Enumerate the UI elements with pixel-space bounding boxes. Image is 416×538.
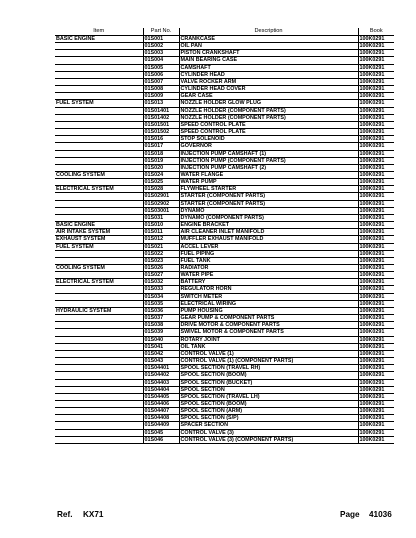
row-item-cell [55,129,143,136]
table-row [55,214,394,221]
ref-label: Ref. [57,510,73,519]
row-item-cell [55,350,143,357]
row-item-cell [55,78,143,85]
row-part-no-cell: 01S023 [143,257,179,264]
row-part-no-cell: 01S004 [143,57,179,64]
row-item-cell [55,322,143,329]
row-item-cell: HYDRAULIC SYSTEM [55,307,143,314]
row-description-cell: SPOOL SECTION (TRAVEL RH) [179,365,358,372]
table-row [55,379,394,386]
row-book-cell: 100K0291 [358,236,394,243]
row-book-cell: 100K0291 [358,265,394,272]
row-item-cell: BASIC ENGINE [55,222,143,229]
table-row [55,143,394,150]
table-row [55,372,394,379]
row-book-cell: 100K0291 [358,250,394,257]
row-book-cell: 100K0291 [358,229,394,236]
row-item-cell [55,293,143,300]
row-description-cell: AIR CLEANER INLET MANIFOLD [179,229,358,236]
row-description-cell: REGULATOR HORN [179,286,358,293]
table-row [55,78,394,85]
row-book-cell: 100K0291 [358,279,394,286]
row-description-cell: FLYWHEEL STARTER [179,186,358,193]
row-item-cell [55,214,143,221]
row-description-cell: STOP SOLENOID [179,136,358,143]
table-row [55,186,394,193]
table-row [55,200,394,207]
row-item-cell [55,50,143,57]
table-row [55,207,394,214]
row-part-no-cell: 01S002 [143,43,179,50]
row-book-cell: 100K0291 [358,71,394,78]
page-label: Page [340,510,360,519]
row-part-no-cell: 01S003 [143,50,179,57]
row-part-no-cell: 01S037 [143,315,179,322]
row-item-cell [55,372,143,379]
row-item-cell [55,64,143,71]
row-part-no-cell: 01S040 [143,336,179,343]
row-book-cell: 100K0291 [358,200,394,207]
row-item-cell [55,150,143,157]
row-description-cell: SPOOL SECTION (TRAVEL LH) [179,393,358,400]
table-row [55,315,394,322]
table-row [55,286,394,293]
row-part-no-cell: 01S04405 [143,393,179,400]
header-part-no: Part No. [143,28,179,36]
row-description-cell: SPOOL SECTION (BUCKET) [179,379,358,386]
row-part-no-cell: 01S011 [143,229,179,236]
row-item-cell [55,429,143,436]
row-item-cell [55,164,143,171]
table-row [55,422,394,429]
row-item-cell: AIR INTAKE SYSTEM [55,229,143,236]
page-footer [0,510,416,522]
row-description-cell: CYLINDER HEAD [179,71,358,78]
row-item-cell [55,157,143,164]
row-book-cell: 100K0291 [358,129,394,136]
row-description-cell: BATTERY [179,279,358,286]
ref-value: KX71 [83,510,104,519]
row-book-cell: 100K0291 [358,50,394,57]
row-book-cell: 100K0291 [358,171,394,178]
row-book-cell: 100K0291 [358,243,394,250]
row-item-cell: COOLING SYSTEM [55,265,143,272]
row-book-cell: 100K0291 [358,400,394,407]
table-row [55,350,394,357]
row-part-no-cell: 01S022 [143,250,179,257]
row-book-cell: 100K0291 [358,93,394,100]
row-book-cell: 100K0291 [358,214,394,221]
row-description-cell: INJECTION PUMP CAMSHAFT (1) [179,150,358,157]
row-part-no-cell: 01S027 [143,272,179,279]
row-book-cell: 100K0291 [358,343,394,350]
row-description-cell: GOVERNOR [179,143,358,150]
row-book-cell: 100K0291 [358,164,394,171]
row-book-cell: 100K0291 [358,315,394,322]
row-item-cell: COOLING SYSTEM [55,171,143,178]
row-part-no-cell: 01S018 [143,150,179,157]
table-row [55,408,394,415]
row-part-no-cell: 01S001 [143,36,179,43]
table-row [55,393,394,400]
row-item-cell [55,408,143,415]
row-description-cell: SWITCH METER [179,293,358,300]
table-row [55,250,394,257]
row-description-cell: CONTROL VALVE (1) [179,350,358,357]
row-description-cell: GEAR PUMP & COMPONENT PARTS [179,315,358,322]
row-item-cell [55,93,143,100]
row-description-cell: NOZZLE HOLDER GLOW PLUG [179,100,358,107]
row-book-cell: 100K0291 [358,300,394,307]
row-book-cell: 100K0291 [358,393,394,400]
row-item-cell [55,400,143,407]
table-row [55,386,394,393]
table-row [55,107,394,114]
row-book-cell: 100K0291 [358,322,394,329]
header-description: Description [179,28,358,36]
row-description-cell: SPEED CONTROL PLATE [179,129,358,136]
row-description-cell: DYNAMO [179,207,358,214]
row-item-cell [55,386,143,393]
parts-table [55,28,394,444]
row-item-cell [55,272,143,279]
row-part-no-cell: 01S042 [143,350,179,357]
row-part-no-cell: 01S04409 [143,422,179,429]
table-row [55,57,394,64]
row-part-no-cell: 01S01501 [143,121,179,128]
row-part-no-cell: 01S028 [143,186,179,193]
row-item-cell [55,121,143,128]
table-row [55,307,394,314]
row-item-cell: BASIC ENGINE [55,36,143,43]
row-description-cell: CYLINDER HEAD COVER [179,86,358,93]
row-description-cell: OIL TANK [179,343,358,350]
table-header-row [55,28,394,36]
row-item-cell [55,143,143,150]
table-row [55,229,394,236]
row-book-cell: 100K0291 [358,57,394,64]
table-row [55,322,394,329]
table-row [55,265,394,272]
row-item-cell [55,329,143,336]
row-description-cell: PISTON CRANKSHAFT [179,50,358,57]
row-item-cell: ELECTRICAL SYSTEM [55,186,143,193]
row-item-cell: EXHAUST SYSTEM [55,236,143,243]
row-book-cell: 100K0291 [358,350,394,357]
row-part-no-cell: 01S033 [143,286,179,293]
row-item-cell: ELECTRICAL SYSTEM [55,279,143,286]
table-row [55,193,394,200]
table-row [55,171,394,178]
row-description-cell: NOZZLE HOLDER (COMPONENT PARTS) [179,107,358,114]
row-book-cell: 100K0291 [358,379,394,386]
table-row [55,93,394,100]
row-part-no-cell: 01S019 [143,157,179,164]
table-row [55,86,394,93]
row-item-cell [55,358,143,365]
row-description-cell: PUMP HOUSING [179,307,358,314]
table-row [55,36,394,43]
table-row [55,358,394,365]
table-row [55,129,394,136]
row-part-no-cell: 01S031 [143,214,179,221]
row-part-no-cell: 01S04407 [143,408,179,415]
table-row [55,157,394,164]
row-book-cell: 100K0291 [358,293,394,300]
table-row [55,222,394,229]
row-item-cell [55,57,143,64]
row-part-no-cell: 01S045 [143,429,179,436]
row-item-cell [55,136,143,143]
row-book-cell: 100K0291 [358,286,394,293]
row-item-cell [55,300,143,307]
table-row [55,329,394,336]
row-book-cell: 100K0291 [358,107,394,114]
table-row [55,71,394,78]
row-part-no-cell: 01S038 [143,322,179,329]
table-row [55,415,394,422]
row-description-cell: CONTROL VALVE (1) (COMPONENT PARTS) [179,358,358,365]
row-description-cell: WATER PIPE [179,272,358,279]
row-part-no-cell: 01S005 [143,64,179,71]
table-row [55,300,394,307]
row-book-cell: 100K0291 [358,121,394,128]
header-item: Item [55,28,143,36]
row-book-cell: 100K0291 [358,193,394,200]
row-description-cell: RADIATOR [179,265,358,272]
row-book-cell: 100K0291 [358,422,394,429]
row-item-cell [55,71,143,78]
row-part-no-cell: 01S009 [143,93,179,100]
row-book-cell: 100K0291 [358,386,394,393]
row-item-cell [55,365,143,372]
row-part-no-cell: 01S006 [143,71,179,78]
row-part-no-cell: 01S024 [143,171,179,178]
row-item-cell [55,179,143,186]
row-book-cell: 100K0291 [358,143,394,150]
row-part-no-cell: 01S010 [143,222,179,229]
row-item-cell [55,86,143,93]
row-book-cell: 100K0291 [358,329,394,336]
row-book-cell: 100K0291 [358,222,394,229]
row-description-cell: INJECTION PUMP (COMPONENT PARTS) [179,157,358,164]
row-description-cell: SWIVEL MOTOR & COMPONENT PARTS [179,329,358,336]
table-row [55,100,394,107]
row-book-cell: 100K0291 [358,157,394,164]
row-item-cell [55,250,143,257]
row-book-cell: 100K0291 [358,136,394,143]
row-part-no-cell: 01S035 [143,300,179,307]
table-row [55,336,394,343]
row-book-cell: 100K0291 [358,408,394,415]
row-part-no-cell: 01S036 [143,307,179,314]
row-description-cell: CONTROL VALVE (3) (COMPONENT PARTS) [179,436,358,443]
table-row [55,365,394,372]
row-part-no-cell: 01S039 [143,329,179,336]
row-part-no-cell: 01S01502 [143,129,179,136]
row-item-cell: FUEL SYSTEM [55,100,143,107]
row-book-cell: 100K0291 [358,186,394,193]
row-book-cell: 100K0291 [358,272,394,279]
row-description-cell: CAMSHAFT [179,64,358,71]
row-part-no-cell: 01S043 [143,358,179,365]
row-description-cell: DRIVE MOTOR & COMPONENT PARTS [179,322,358,329]
row-part-no-cell: 01S026 [143,265,179,272]
row-part-no-cell: 01S013 [143,100,179,107]
row-item-cell: FUEL SYSTEM [55,243,143,250]
row-item-cell [55,200,143,207]
row-description-cell: FUEL TANK [179,257,358,264]
row-item-cell [55,193,143,200]
row-part-no-cell: 01S034 [143,293,179,300]
table-row [55,272,394,279]
row-description-cell: DYNAMO (COMPONENT PARTS) [179,214,358,221]
row-part-no-cell: 01S04402 [143,372,179,379]
row-part-no-cell: 01S04406 [143,400,179,407]
table-row [55,114,394,121]
row-book-cell: 100K0291 [358,372,394,379]
table-row [55,64,394,71]
row-part-no-cell: 01S04404 [143,386,179,393]
row-book-cell: 100K0291 [358,365,394,372]
row-description-cell: STARTER (COMPONENT PARTS) [179,193,358,200]
row-description-cell: GEAR CASE [179,93,358,100]
row-item-cell [55,415,143,422]
row-description-cell: NOZZLE HOLDER (COMPONENT PARTS) [179,114,358,121]
row-item-cell [55,315,143,322]
row-item-cell [55,343,143,350]
table-row [55,179,394,186]
row-description-cell: VALVE ROCKER ARM [179,78,358,85]
row-book-cell: 100K0291 [358,207,394,214]
row-part-no-cell: 01S03001 [143,207,179,214]
row-part-no-cell: 01S025 [143,179,179,186]
row-book-cell: 100K0291 [358,415,394,422]
row-description-cell: ELECTRICAL WIRING [179,300,358,307]
row-part-no-cell: 01S04401 [143,365,179,372]
row-item-cell [55,422,143,429]
table-row [55,436,394,443]
table-row [55,243,394,250]
row-description-cell: SPOOL SECTION (BOOM) [179,400,358,407]
row-book-cell: 100K0291 [358,179,394,186]
row-book-cell: 100K0291 [358,336,394,343]
row-part-no-cell: 01S01401 [143,107,179,114]
row-description-cell: ENGINE BRACKET [179,222,358,229]
row-part-no-cell: 01S04408 [143,415,179,422]
row-book-cell: 100K0291 [358,429,394,436]
row-part-no-cell: 01S02902 [143,200,179,207]
row-book-cell: 100K0291 [358,36,394,43]
row-description-cell: ROTARY JOINT [179,336,358,343]
page-number: 41036 [369,510,392,519]
row-item-cell [55,436,143,443]
row-book-cell: 100K0291 [358,78,394,85]
table-row [55,50,394,57]
table-row [55,136,394,143]
row-description-cell: SPOOL SECTION (BOOM) [179,372,358,379]
table-row [55,121,394,128]
table-row [55,293,394,300]
header-book: Book [358,28,394,36]
row-description-cell: WATER FLANGE [179,171,358,178]
table-row [55,150,394,157]
table-row [55,43,394,50]
row-description-cell: MAIN BEARING CASE [179,57,358,64]
row-book-cell: 100K0291 [358,86,394,93]
row-part-no-cell: 01S01402 [143,114,179,121]
row-part-no-cell: 01S021 [143,243,179,250]
row-part-no-cell: 01S008 [143,86,179,93]
row-item-cell [55,286,143,293]
row-item-cell [55,43,143,50]
row-description-cell: SPOOL SECTION (S/P) [179,415,358,422]
parts-index-sheet [55,28,394,444]
row-description-cell: STARTER (COMPONENT PARTS) [179,200,358,207]
row-part-no-cell: 01S02901 [143,193,179,200]
row-description-cell: SPOOL SECTION (ARM) [179,408,358,415]
table-row [55,429,394,436]
row-part-no-cell: 01S012 [143,236,179,243]
row-item-cell [55,336,143,343]
row-item-cell [55,379,143,386]
row-part-no-cell: 01S04403 [143,379,179,386]
row-part-no-cell: 01S032 [143,279,179,286]
row-part-no-cell: 01S007 [143,78,179,85]
row-book-cell: 100K0291 [358,64,394,71]
row-item-cell [55,114,143,121]
row-description-cell: FUEL PIPING [179,250,358,257]
row-book-cell: 100K0291 [358,114,394,121]
row-book-cell: 100K0291 [358,436,394,443]
row-description-cell: INJECTION PUMP CAMSHAFT (2) [179,164,358,171]
table-row [55,164,394,171]
table-row [55,343,394,350]
row-part-no-cell: 01S041 [143,343,179,350]
row-description-cell: MUFFLER EXHAUST MANIFOLD [179,236,358,243]
row-part-no-cell: 01S046 [143,436,179,443]
table-row [55,400,394,407]
row-item-cell [55,207,143,214]
table-row [55,257,394,264]
row-description-cell: ACCEL LEVER [179,243,358,250]
row-part-no-cell: 01S016 [143,136,179,143]
row-part-no-cell: 01S017 [143,143,179,150]
row-description-cell: OIL PAN [179,43,358,50]
row-item-cell [55,393,143,400]
row-book-cell: 100K0291 [358,100,394,107]
row-description-cell: CONTROL VALVE (3) [179,429,358,436]
row-description-cell: SPACER SECTION [179,422,358,429]
row-book-cell: 100K0291 [358,358,394,365]
table-row [55,279,394,286]
parts-table-body [55,36,394,444]
row-description-cell: CRANKCASE [179,36,358,43]
row-description-cell: SPEED CONTROL PLATE [179,121,358,128]
row-item-cell [55,257,143,264]
table-row [55,236,394,243]
row-book-cell: 100K0291 [358,150,394,157]
row-part-no-cell: 01S020 [143,164,179,171]
row-description-cell: WATER PUMP [179,179,358,186]
row-description-cell: SPOOL SECTION [179,386,358,393]
row-book-cell: 100K0291 [358,307,394,314]
row-item-cell [55,107,143,114]
row-book-cell: 100K0291 [358,43,394,50]
row-book-cell: 100K0291 [358,257,394,264]
